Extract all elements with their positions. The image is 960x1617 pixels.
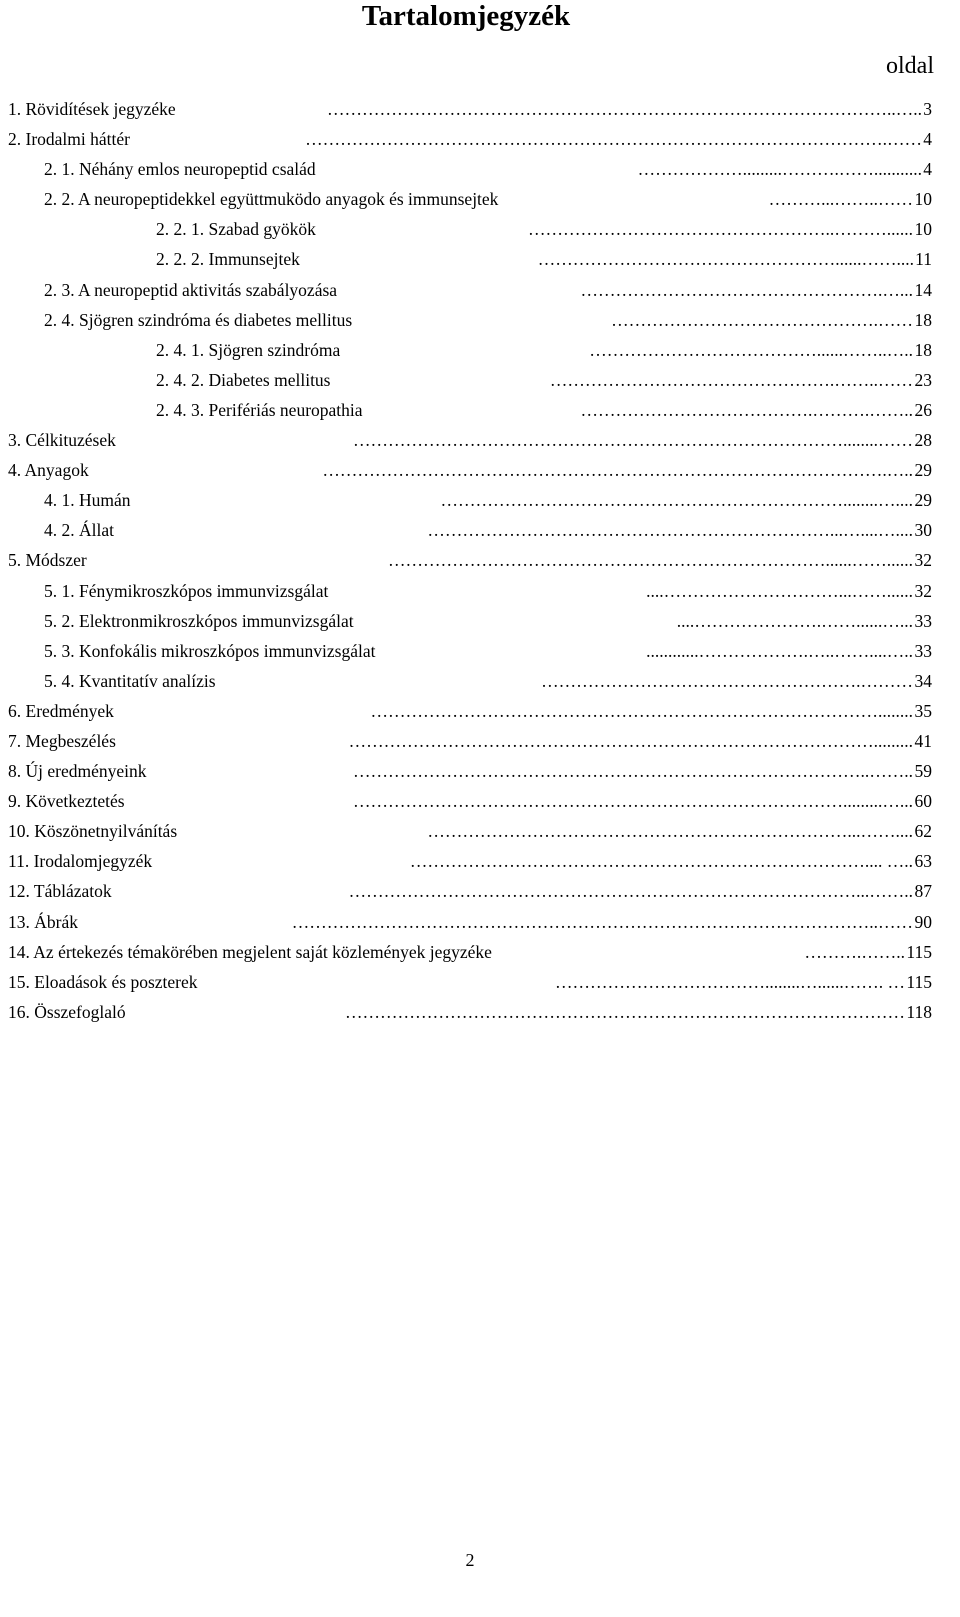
- toc-leader-dots: ……….……..: [804, 941, 905, 962]
- toc-entry[interactable]: [0, 578, 932, 608]
- toc-leader-dots: ……………….........……….……...........: [637, 159, 922, 180]
- toc-entry-page: 18: [914, 307, 933, 333]
- toc-entry-label: 5. 4. Kvantitatív analízis: [44, 668, 216, 694]
- toc-entry[interactable]: [0, 999, 932, 1029]
- toc-entry[interactable]: [0, 788, 932, 818]
- toc-entry-label: 2. 4. 3. Perifériás neuropathia: [156, 397, 363, 423]
- toc-entry[interactable]: [0, 126, 932, 156]
- toc-leader-dots: ……………………………………………………………………………………….……: [305, 129, 922, 150]
- table-of-contents: [0, 96, 932, 1029]
- toc-entry[interactable]: [0, 427, 932, 457]
- toc-leader-dots: ………...……..……: [768, 189, 913, 210]
- toc-entry-page: 34: [914, 668, 933, 694]
- toc-entry[interactable]: [0, 939, 932, 969]
- toc-entry[interactable]: [0, 638, 932, 668]
- toc-entry-page: 30: [914, 517, 933, 543]
- toc-entry-page: 3: [922, 96, 932, 122]
- toc-entry-label: 5. 1. Fénymikroszkópos immunvizsgálat: [44, 578, 328, 604]
- toc-leader-dots: ……………………………………………………………………………...……..: [348, 881, 913, 902]
- toc-entry-label: 11. Irodalomjegyzék: [8, 848, 152, 874]
- toc-entry-page: 33: [914, 638, 933, 664]
- toc-entry-label: 2. 4. Sjögren szindróma és diabetes mellitus: [44, 307, 352, 333]
- toc-leader-dots: …………………………………......……..…..: [589, 339, 913, 360]
- toc-leader-dots: ………………………………….……….……..: [580, 399, 913, 420]
- toc-leader-dots: ……………………………………………………………………………….........: [348, 730, 913, 751]
- toc-entry-page: 63: [914, 848, 933, 874]
- toc-leader-dots: ……………………………………………….………: [541, 670, 913, 691]
- toc-leader-dots: ……………………………………………………………………………........: [370, 700, 913, 721]
- toc-entry-page: 33: [914, 608, 933, 634]
- toc-entry[interactable]: [0, 186, 932, 216]
- footer-page-number: 2: [465, 1550, 475, 1570]
- toc-entry-label: 4. Anyagok: [8, 457, 89, 483]
- toc-entry[interactable]: [0, 608, 932, 638]
- toc-entry[interactable]: [0, 698, 932, 728]
- toc-entry-label: 15. Eloadások és poszterek: [8, 969, 198, 995]
- toc-entry[interactable]: [0, 818, 932, 848]
- toc-entry-page: 87: [914, 878, 933, 904]
- toc-entry[interactable]: [0, 277, 932, 307]
- toc-entry-page: 59: [914, 758, 933, 784]
- toc-entry-page: 115: [905, 969, 932, 995]
- toc-leader-dots: ……………………………………………………………...…....…....: [427, 520, 913, 541]
- toc-entry[interactable]: [0, 457, 932, 487]
- toc-entry-label: 3. Célkituzések: [8, 427, 116, 453]
- toc-entry-page: 23: [914, 367, 933, 393]
- toc-entry-label: 13. Ábrák: [8, 909, 78, 935]
- toc-entry[interactable]: [0, 397, 932, 427]
- toc-leader-dots: …………………………………………………………………….... …..: [409, 851, 913, 872]
- toc-entry-page: 4: [922, 156, 932, 182]
- toc-leader-dots: ………………………………………………………………………….........…...: [353, 791, 913, 812]
- toc-entry-page: 14: [914, 277, 933, 303]
- toc-entry-label: 4. 2. Állat: [44, 517, 114, 543]
- toc-entry-label: 5. Módszer: [8, 547, 87, 573]
- toc-entry-label: 2. 4. 2. Diabetes mellitus: [156, 367, 331, 393]
- toc-entry[interactable]: [0, 517, 932, 547]
- page-column-header: oldal: [886, 53, 934, 79]
- toc-entry-label: 16. Összefoglaló: [8, 999, 126, 1025]
- toc-entry-page: 35: [914, 698, 933, 724]
- toc-leader-dots: ……………………………………….……: [611, 309, 913, 330]
- toc-entry[interactable]: [0, 156, 932, 186]
- toc-leader-dots: ……………………………………………………………………………………..…..: [327, 99, 922, 119]
- toc-entry-label: 14. Az értekezés témakörében megjelent saját közlemények jegyzéke: [8, 939, 492, 965]
- toc-entry[interactable]: [0, 969, 932, 999]
- toc-entry-label: 2. 2. A neuropeptidekkel együttmuködo anyagok és immunsejtek: [44, 186, 498, 212]
- toc-entry-label: 2. 2. 2. Immunsejtek: [156, 246, 300, 272]
- toc-entry-page: 28: [914, 427, 933, 453]
- toc-entry-label: 7. Megbeszélés: [8, 728, 116, 754]
- toc-entry-label: 5. 2. Elektronmikroszkópos immunvizsgálat: [44, 608, 354, 634]
- toc-entry-page: 10: [914, 186, 933, 212]
- toc-entry[interactable]: [0, 758, 932, 788]
- toc-leader-dots: ………………………………........…......……. …: [555, 971, 905, 992]
- toc-entry[interactable]: [0, 307, 932, 337]
- toc-entry-label: 2. 4. 1. Sjögren szindróma: [156, 337, 340, 363]
- toc-entry[interactable]: [0, 246, 932, 276]
- toc-entry[interactable]: [0, 547, 932, 577]
- toc-entry-label: 8. Új eredményeink: [8, 758, 147, 784]
- toc-entry-label: 2. 3. A neuropeptid aktivitás szabályozása: [44, 277, 337, 303]
- toc-leader-dots: ………………………………………………………………...……....: [427, 821, 913, 842]
- toc-leader-dots: …………………………………………….…...: [580, 279, 913, 300]
- toc-entry[interactable]: [0, 728, 932, 758]
- toc-entry-page: 62: [914, 818, 933, 844]
- toc-entry-page: 32: [914, 547, 933, 573]
- toc-entry-page: 115: [905, 939, 932, 965]
- toc-entry[interactable]: [0, 878, 932, 908]
- toc-entry[interactable]: [0, 216, 932, 246]
- toc-leader-dots: …………………………………………………………………………........……: [353, 430, 913, 451]
- toc-leader-dots: ....…………………………...……......: [646, 580, 913, 601]
- toc-entry-page: 18: [914, 337, 933, 363]
- toc-entry[interactable]: [0, 96, 932, 126]
- toc-entry-page: 26: [914, 397, 933, 423]
- toc-leader-dots: ……………………………………………..………......: [528, 219, 913, 240]
- toc-entry-page: 60: [914, 788, 933, 814]
- toc-entry-page: 90: [914, 909, 933, 935]
- toc-leader-dots: ………………………………………………………………………………………..……: [291, 911, 913, 932]
- toc-entry-page: 29: [914, 487, 933, 513]
- toc-entry-label: 12. Táblázatok: [8, 878, 112, 904]
- toc-leader-dots: ............……………….…..……....…..: [646, 640, 913, 661]
- toc-entry-page: 41: [914, 728, 933, 754]
- toc-entry-page: 11: [914, 246, 932, 272]
- toc-entry-label: 2. 1. Néhány emlos neuropeptid család: [44, 156, 316, 182]
- toc-leader-dots: ……………………………………………......……....: [537, 249, 914, 270]
- toc-entry-page: 29: [914, 457, 933, 483]
- toc-entry-page: 118: [905, 999, 932, 1025]
- toc-entry-label: 6. Eredmények: [8, 698, 114, 724]
- toc-entry[interactable]: [0, 909, 932, 939]
- toc-leader-dots: ....………………….……......…...: [676, 610, 913, 631]
- toc-entry[interactable]: [0, 668, 932, 698]
- toc-leader-dots: ………………………………………….……..……: [549, 369, 913, 390]
- toc-leader-dots: ……………………………………………………………………………..……..: [353, 761, 913, 782]
- toc-entry[interactable]: [0, 487, 932, 517]
- toc-leader-dots: ……………………………………………………………………………………: [345, 1001, 905, 1022]
- toc-entry-label: 9. Következtetés: [8, 788, 125, 814]
- toc-leader-dots: …………………………………………………………………………………….…..: [322, 460, 913, 481]
- toc-entry[interactable]: [0, 337, 932, 367]
- toc-entry[interactable]: [0, 367, 932, 397]
- toc-entry-label: 2. Irodalmi háttér: [8, 126, 130, 152]
- toc-entry-page: 32: [914, 578, 933, 604]
- toc-entry-page: 4: [922, 126, 932, 152]
- toc-entry-label: 5. 3. Konfokális mikroszkópos immunvizsgálat: [44, 638, 376, 664]
- toc-leader-dots: …………………………………………………………………......……......: [388, 550, 913, 571]
- toc-entry-page: 10: [914, 216, 933, 242]
- toc-entry-label: 2. 2. 1. Szabad gyökök: [156, 216, 316, 242]
- toc-leader-dots: ……………………………………………………………........…....: [440, 490, 913, 511]
- toc-entry-label: 1. Rövidítések jegyzéke: [8, 96, 176, 122]
- toc-entry-label: 4. 1. Humán: [44, 487, 131, 513]
- page-title: Tartalomjegyzék: [361, 0, 571, 32]
- toc-entry-label: 10. Köszönetnyilvánítás: [8, 818, 177, 844]
- toc-entry[interactable]: [0, 848, 932, 878]
